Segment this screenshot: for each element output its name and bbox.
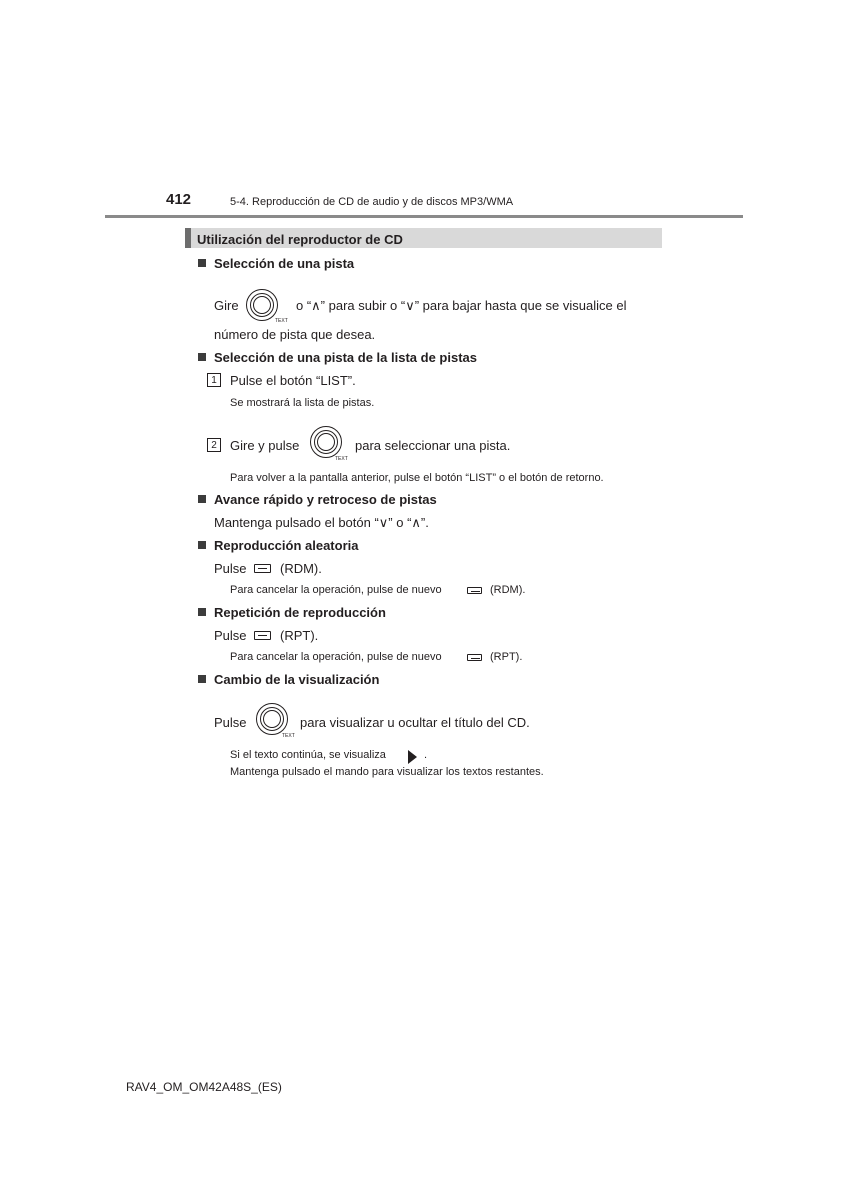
tune-knob-icon	[256, 703, 288, 735]
bullet-square-icon	[198, 675, 206, 683]
knob-label: TEXT	[275, 318, 288, 324]
step2-text-a: Gire y pulse	[230, 438, 300, 453]
repeat-note-b: (RPT).	[490, 651, 523, 663]
tune-knob-icon	[310, 426, 342, 458]
preset-button-icon	[467, 587, 482, 594]
preset-button-icon	[467, 654, 482, 661]
display-note2: Mantenga pulsado el mando para visualizar los textos restantes.	[230, 766, 544, 778]
step1-text: Pulse el botón “LIST”.	[230, 373, 356, 388]
preset-button-icon	[254, 631, 271, 640]
knob-label: TEXT	[282, 733, 295, 739]
bullet-square-icon	[198, 608, 206, 616]
page-number: 412	[166, 191, 192, 208]
heading-select-from-list: Selección de una pista de la lista de pistas	[198, 350, 477, 365]
random-note-b: (RDM).	[490, 584, 526, 596]
random-text-b: (RDM).	[280, 561, 322, 576]
display-text-b: para visualizar u ocultar el título del CD.	[300, 715, 530, 730]
step1-note: Se mostrará la lista de pistas.	[230, 397, 375, 409]
repeat-note-a: Para cancelar la operación, pulse de nuevo	[230, 651, 442, 663]
select-track-gire: Gire	[214, 298, 239, 313]
step2-note: Para volver a la pantalla anterior, pulse el botón “LIST” o el botón de retorno.	[230, 472, 604, 484]
fast-forward-text: Mantenga pulsado el botón “∨” o “∧”.	[214, 515, 429, 530]
random-text-a: Pulse	[214, 561, 247, 576]
repeat-text-b: (RPT).	[280, 628, 319, 643]
heading-display: Cambio de la visualización	[198, 672, 379, 687]
display-text-a: Pulse	[214, 715, 247, 730]
heading-repeat: Repetición de reproducción	[198, 605, 386, 620]
tune-knob-icon	[246, 289, 278, 321]
bullet-square-icon	[198, 541, 206, 549]
random-note-a: Para cancelar la operación, pulse de nuevo	[230, 584, 442, 596]
display-note1-a: Si el texto continúa, se visualiza	[230, 749, 386, 761]
step-number-1: 1	[207, 373, 221, 387]
display-note1-b: .	[424, 749, 428, 761]
bullet-square-icon	[198, 495, 206, 503]
heading-fast-forward: Avance rápido y retroceso de pistas	[198, 492, 437, 507]
select-track-line1: o “∧” para subir o “∨” para bajar hasta que se visualice el	[296, 298, 627, 313]
heading-select-track: Selección de una pista	[198, 256, 354, 271]
header-divider	[105, 215, 743, 218]
select-track-line2: número de pista que desea.	[214, 327, 376, 342]
continue-arrow-icon	[408, 750, 417, 764]
heading-random: Reproducción aleatoria	[198, 538, 358, 553]
chapter-header: 5-4. Reproducción de CD de audio y de discos MP3/WMA	[230, 196, 514, 208]
bullet-square-icon	[198, 353, 206, 361]
step2-text-b: para seleccionar una pista.	[355, 438, 511, 453]
section-title: Utilización del reproductor de CD	[197, 232, 403, 247]
bullet-square-icon	[198, 259, 206, 267]
repeat-text-a: Pulse	[214, 628, 247, 643]
document-code: RAV4_OM_OM42A48S_(ES)	[126, 1080, 282, 1094]
knob-label: TEXT	[335, 456, 348, 462]
preset-button-icon	[254, 564, 271, 573]
step-number-2: 2	[207, 438, 221, 452]
